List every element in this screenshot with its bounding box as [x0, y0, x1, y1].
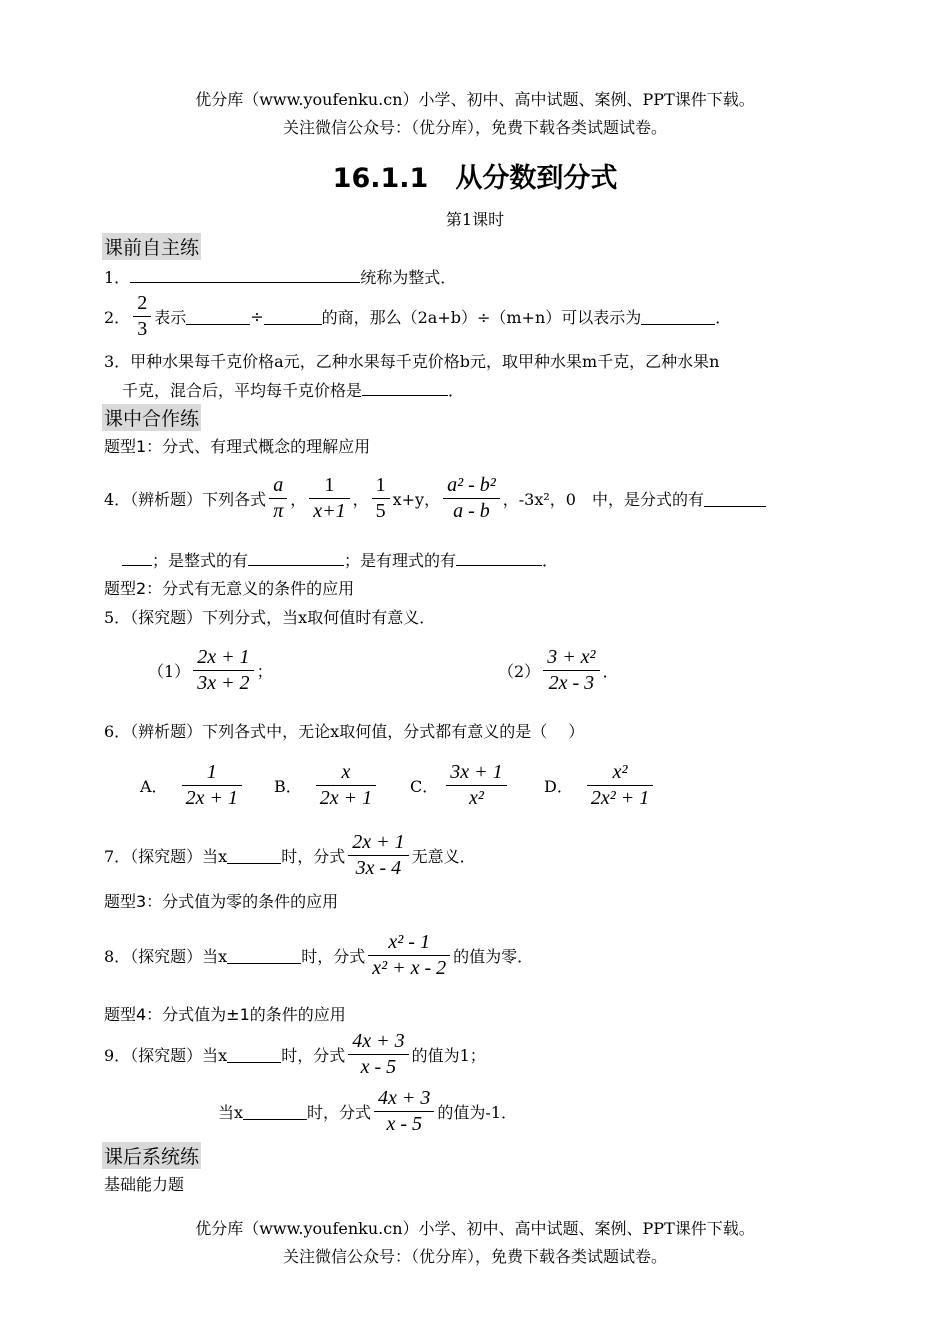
question-text: ． — [602, 662, 619, 681]
option-c — [410, 760, 510, 811]
fraction-two-thirds — [133, 291, 151, 342]
question-text: 无意义． — [411, 847, 476, 866]
part-label: （1） — [148, 662, 191, 681]
type-1-heading: 题型1：分式、有理式概念的理解应用 — [104, 437, 371, 456]
option-b — [274, 760, 379, 811]
fraction-numerator: x — [341, 761, 351, 783]
question-text: 时，分式 — [281, 1046, 346, 1065]
question-4-line-1 — [104, 473, 766, 524]
fraction-denominator: 2x + 1 — [319, 787, 373, 809]
section-pre-class: 课前自主练 — [102, 233, 201, 260]
fraction-denominator: 3x + 2 — [197, 672, 250, 694]
answer-blank — [186, 308, 250, 325]
fraction-denominator: x² + x - 2 — [372, 957, 447, 979]
fraction-denominator: 2x² + 1 — [590, 787, 650, 809]
section-in-class: 课中合作练 — [102, 404, 201, 431]
question-text: ；是有理式的有 — [344, 551, 457, 570]
option-label: D． — [544, 777, 573, 796]
fraction-4x3-over-x-5 — [348, 1029, 408, 1080]
fraction-4x3-over-x-5 — [374, 1086, 434, 1137]
question-text: 的值为零． — [453, 947, 534, 966]
header-line-2: 关注微信公众号：（优分库），免费下载各类试题试卷。 — [282, 118, 667, 137]
question-text: 统称为整式． — [360, 268, 457, 287]
fraction-numerator: 3 + x² — [547, 646, 596, 668]
fraction-denominator: 3x - 4 — [355, 857, 402, 879]
fraction-denominator: π — [273, 500, 284, 522]
question-text: 的值为1； — [411, 1046, 486, 1065]
fraction-numerator: 1 — [324, 474, 335, 496]
answer-blank — [130, 266, 360, 283]
answer-blank — [227, 1046, 281, 1063]
answer-blank — [704, 490, 766, 507]
question-text: 时，分式 — [301, 947, 366, 966]
question-1 — [104, 265, 456, 288]
fraction-numerator: 1 — [206, 761, 217, 783]
question-4-line-2 — [122, 548, 558, 571]
fraction-numerator: x² — [612, 761, 628, 783]
option-label: C． — [410, 777, 439, 796]
fraction-numerator: a² - b² — [447, 474, 496, 496]
footer-line-1: 优分库（www.youfenku.cn）小学、初中、高中试题、案例、PPT课件下载。 — [195, 1219, 755, 1238]
question-number: 2． — [104, 308, 131, 327]
type-2-heading: 题型2：分式有无意义的条件的应用 — [104, 579, 355, 598]
question-8 — [104, 930, 533, 981]
separator: ， — [352, 490, 369, 509]
fraction-denominator: x - 5 — [386, 1113, 422, 1135]
question-6: 6．（辨析题）下列各式中，无论x取何值，分式都有意义的是（ ） — [104, 722, 585, 741]
question-text: ；是整式的有 — [152, 551, 249, 570]
fraction-numerator: 4x + 3 — [378, 1087, 431, 1109]
answer-blank — [362, 379, 448, 396]
fraction-denominator: 2x + 1 — [185, 787, 238, 809]
question-text: ； — [256, 662, 273, 681]
option-fraction — [182, 760, 242, 811]
option-fraction — [316, 760, 376, 811]
fraction-denominator: 5 — [375, 500, 386, 522]
option-fraction — [446, 760, 506, 811]
fraction-denominator: x - 5 — [360, 1056, 397, 1078]
fraction-1-over-x-plus-1 — [309, 473, 349, 524]
answer-blank — [456, 549, 542, 566]
page-title: 16.1.1 从分数到分式 — [332, 163, 618, 194]
fraction-x2-1-over-x2-x-2 — [368, 930, 450, 981]
answer-blank — [227, 947, 301, 964]
question-text: x+y， — [392, 490, 441, 509]
footer-line-2: 关注微信公众号：（优分库），免费下载各类试题试卷。 — [282, 1247, 667, 1266]
fraction-2x1-over-3x-4 — [348, 830, 408, 881]
question-2 — [104, 291, 731, 342]
question-text: 4．（辨析题）下列各式 — [104, 490, 267, 509]
option-label: B． — [274, 777, 302, 796]
question-text: ． — [448, 381, 465, 400]
fraction-denominator: 3 — [137, 318, 148, 340]
question-text: 时，分式 — [307, 1103, 372, 1122]
answer-blank — [264, 308, 322, 325]
fraction-a-over-pi — [269, 473, 287, 524]
question-5-part-1 — [148, 645, 273, 696]
header-line-1: 优分库（www.youfenku.cn）小学、初中、高中试题、案例、PPT课件下载。 — [195, 90, 755, 109]
question-text: ． — [542, 551, 559, 570]
separator: ， — [290, 490, 307, 509]
fraction-3-plus-x2 — [543, 645, 599, 696]
fraction-numerator: 2x + 1 — [197, 646, 250, 668]
question-3-line-2 — [122, 378, 464, 401]
fraction-a2-minus-b2 — [443, 473, 500, 524]
fraction-numerator: 3x + 1 — [450, 761, 503, 783]
question-text: 表示 — [154, 308, 187, 327]
answer-blank — [641, 308, 715, 325]
fraction-denominator: x+1 — [313, 500, 346, 522]
question-text: 千克，混合后，平均每千克价格是 — [122, 381, 363, 400]
question-5-part-2 — [498, 645, 619, 696]
option-label: A． — [140, 777, 168, 796]
question-3-line-1: 3．甲种水果每千克价格a元，乙种水果每千克价格b元，取甲种水果m千克，乙种水果n — [104, 352, 720, 371]
fraction-2x1-over-3x2 — [193, 645, 253, 696]
fraction-numerator: a — [273, 474, 284, 496]
question-number: 1． — [104, 268, 131, 287]
question-7 — [104, 830, 476, 881]
question-text: 7．（探究题）当x — [104, 847, 228, 866]
question-text: 8．（探究题）当x — [104, 947, 228, 966]
question-text: 的值为-1． — [437, 1103, 518, 1122]
question-text: ÷ — [250, 307, 264, 326]
fraction-numerator: 4x + 3 — [352, 1030, 405, 1052]
type-4-heading: 题型4：分式值为±1的条件的应用 — [104, 1005, 346, 1024]
fraction-numerator: x² - 1 — [388, 931, 430, 953]
fraction-numerator: 1 — [375, 474, 386, 496]
question-text: 时，分式 — [281, 847, 346, 866]
question-text: ，-3x²，0 中，是分式的有 — [502, 490, 704, 509]
part-label: （2） — [498, 662, 541, 681]
answer-blank — [227, 847, 281, 864]
question-text: ． — [715, 308, 732, 327]
answer-blank — [248, 549, 344, 566]
answer-blank — [243, 1103, 307, 1120]
section-after-class: 课后系统练 — [102, 1142, 201, 1169]
fraction-numerator: 2 — [137, 292, 148, 314]
fraction-denominator: a - b — [453, 500, 490, 522]
option-fraction — [587, 760, 653, 811]
question-text: 当x — [218, 1103, 244, 1122]
option-a — [140, 760, 245, 811]
fraction-denominator: x² — [469, 787, 484, 809]
answer-blank — [122, 549, 152, 566]
option-d — [544, 760, 656, 811]
fraction-1-over-5 — [372, 473, 390, 524]
basic-ability-heading: 基础能力题 — [104, 1175, 185, 1194]
subtitle: 第1课时 — [445, 210, 505, 229]
question-9-line-2 — [218, 1086, 517, 1137]
question-text: 的商，那么（2a+b）÷（m+n）可以表示为 — [321, 308, 642, 327]
question-9-line-1 — [104, 1029, 486, 1080]
type-3-heading: 题型3：分式值为零的条件的应用 — [104, 892, 339, 911]
question-text: 9．（探究题）当x — [104, 1046, 228, 1065]
fraction-numerator: 2x + 1 — [352, 831, 405, 853]
fraction-denominator: 2x - 3 — [548, 672, 595, 694]
question-5: 5．（探究题）下列分式，当x取何值时有意义． — [104, 608, 436, 627]
